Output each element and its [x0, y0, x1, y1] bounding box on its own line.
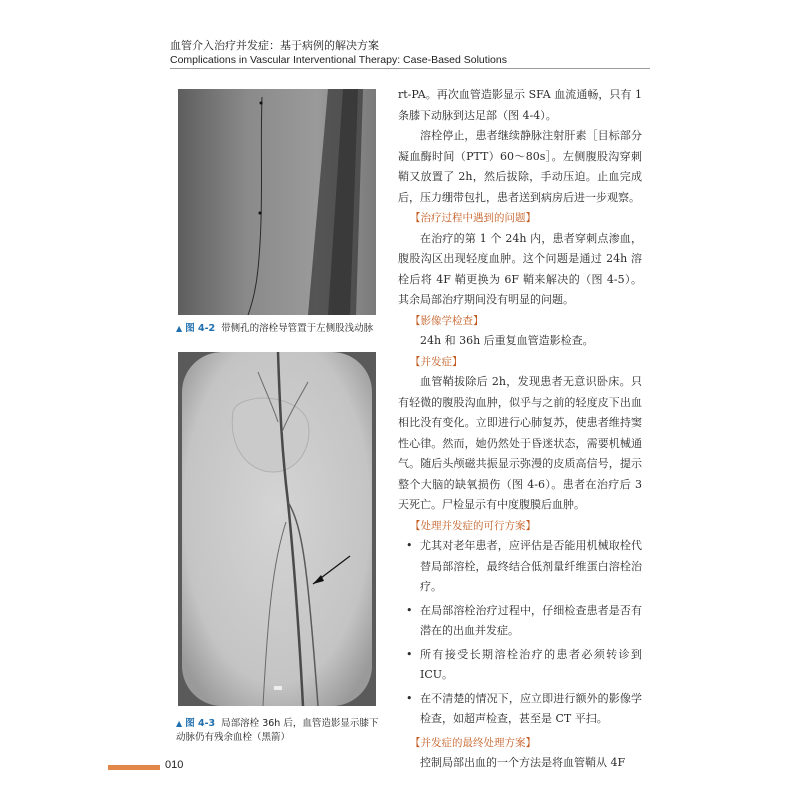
running-header-cn: 血管介入治疗并发症：基于病例的解决方案	[170, 39, 379, 52]
list-item: • 所有接受长期溶栓治疗的患者必须转诊到 ICU。	[398, 645, 642, 686]
paragraph-4: 24h 和 36h 后重复血管造影检查。	[420, 334, 594, 347]
section-heading-feasible-solutions: 【处理并发症的可行方案】	[410, 519, 536, 532]
figure-4-3-caption-text: 局部溶栓 36h 后，血管造影显示膝下动脉仍有残余血栓（黑箭）	[176, 718, 379, 743]
paragraph-6: 控制局部出血的一个方法是将血管鞘从 4F	[420, 756, 626, 769]
paragraph-5: 血管鞘拔除后 2h，发现患者无意识卧床。只有轻微的腹股沟血肿，似乎与之前的轻度皮下出血相比没有变化。立即进行心肺复苏，使患者维持窦性心律。然而，她仍然处于昏迷状态，需要机械通气。随后头颅磁共振显示弥漫的皮质高信号，提示整个大脑的缺氧损伤（图 4-6）。患者在治疗后 3 天死亡。尸检显示有中度腹膜后血肿。	[398, 375, 642, 511]
paragraph-1: rt-PA。再次血管造影显示 SFA 血流通畅，只有 1 条膝下动脉到达足部（图 4-4）。	[398, 88, 642, 122]
figure-4-3-number: 图 4-3	[185, 718, 216, 729]
figure-4-3-image	[178, 352, 376, 706]
body-text-column	[398, 85, 642, 774]
page-number: 010	[165, 759, 184, 771]
section-heading-imaging: 【影像学检查】	[410, 314, 484, 327]
caption-triangle-icon: ▲	[176, 324, 183, 333]
header-rule	[170, 68, 650, 69]
figure-4-3-caption	[176, 717, 384, 745]
section-heading-final-solution: 【并发症的最终处理方案】	[410, 736, 536, 749]
section-heading-complications: 【并发症】	[410, 355, 463, 368]
caption-triangle-icon: ▲	[176, 719, 183, 728]
figure-4-2-caption	[176, 322, 386, 336]
figure-4-2-image	[178, 89, 376, 315]
figure-4-2-caption-text: 带侧孔的溶栓导管置于左侧股浅动脉	[221, 323, 374, 334]
paragraph-3: 在治疗的第 1 个 24h 内，患者穿刺点渗血，腹股沟区出现轻度血肿。这个问题是通过 24h 溶栓后将 4F 鞘更换为 6F 鞘来解决的（图 4-5）。其余局部治疗期间没有明显的问题。	[398, 231, 642, 306]
list-item: • 在局部溶栓治疗过程中，仔细检查患者是否有潜在的出血并发症。	[398, 601, 642, 642]
figure-4-2-number: 图 4-2	[185, 323, 216, 334]
solutions-list	[398, 536, 642, 730]
paragraph-2: 溶栓停止，患者继续静脉注射肝素［目标部分凝血酶时间（PTT）60～80s］。左侧腹股沟穿刺鞘又放置了 2h，然后拔除，手动压迫。止血完成后，压力绷带包扎，患者送到病房后进一步观察。	[398, 129, 642, 204]
running-header-en: Complications in Vascular Interventional Therapy: Case-Based Solutions	[170, 54, 507, 66]
list-item: • 尤其对老年患者，应评估是否能用机械取栓代替局部溶栓，最终结合低剂量纤维蛋白溶栓治疗。	[398, 536, 642, 598]
section-heading-treatment-problems: 【治疗过程中遇到的问题】	[410, 212, 536, 224]
running-header	[170, 38, 650, 67]
footer-accent-bar	[108, 765, 160, 770]
list-item: • 在不清楚的情况下，应立即进行额外的影像学检查，如超声检查，甚至是 CT 平扫。	[398, 689, 642, 730]
